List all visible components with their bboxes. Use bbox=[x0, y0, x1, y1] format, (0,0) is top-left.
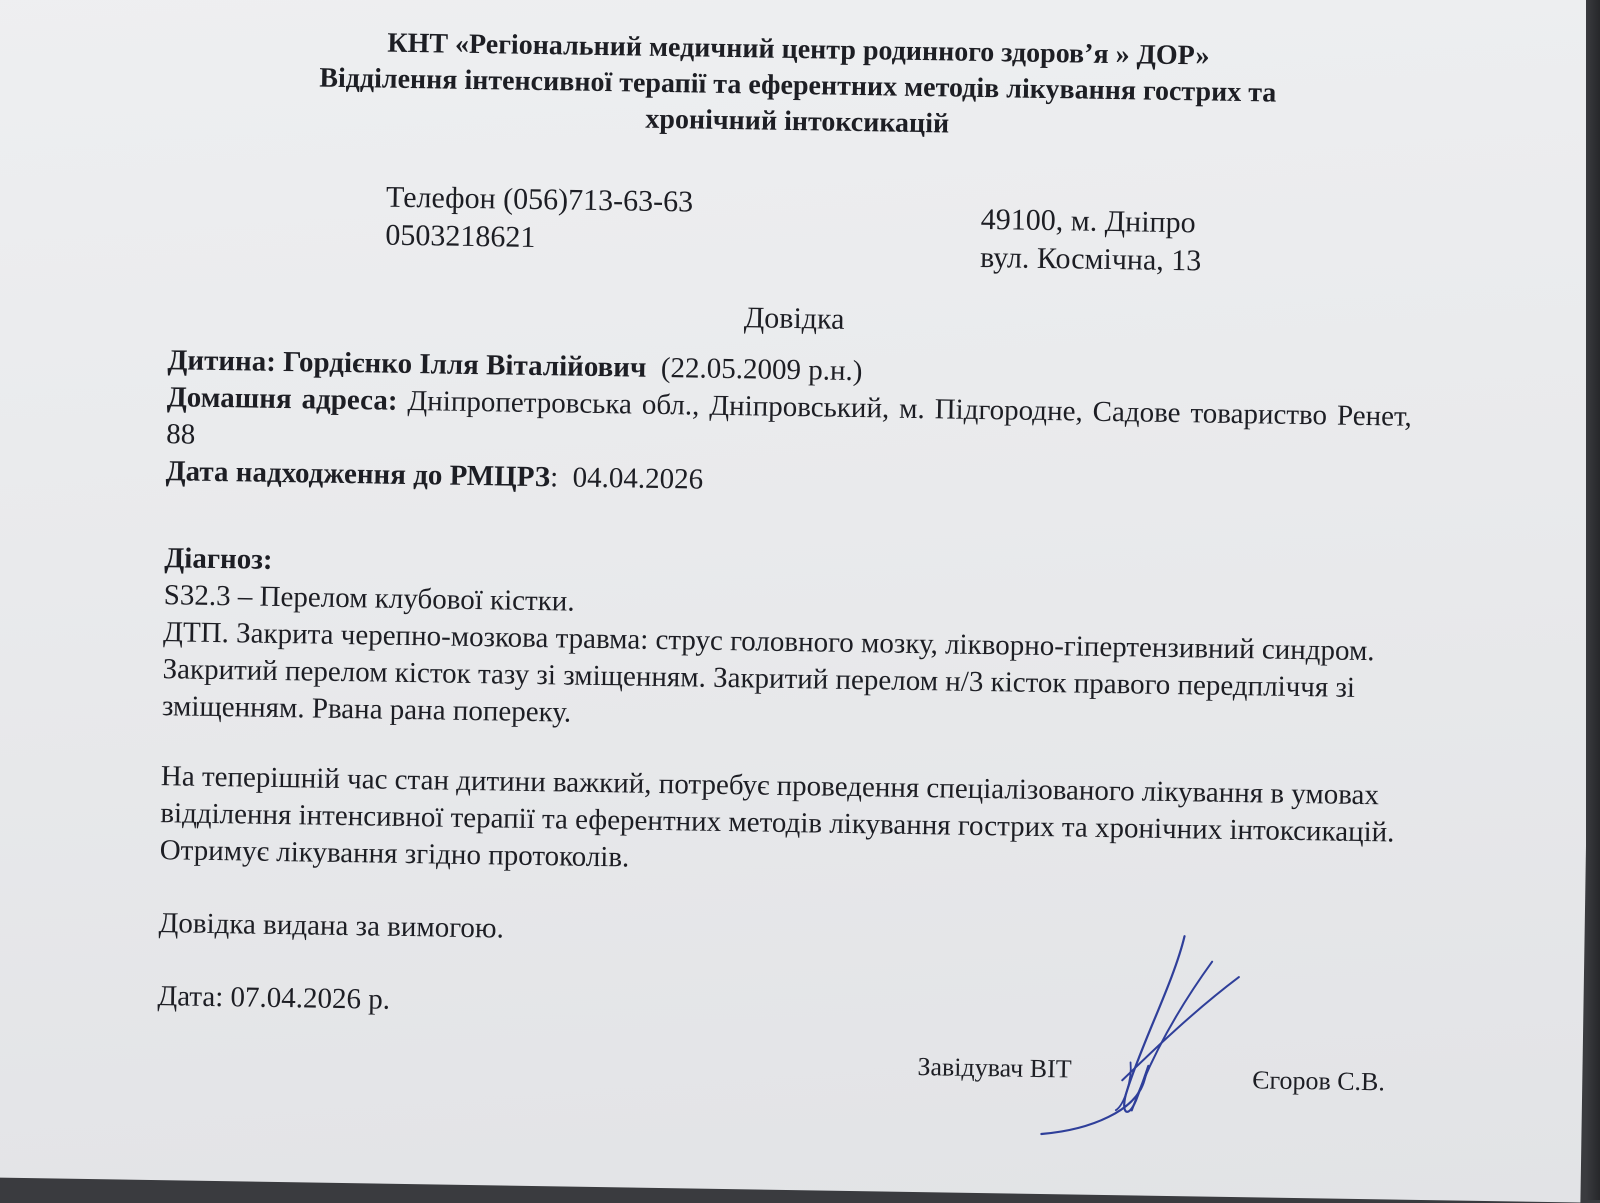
diagnosis-code: S32.3 – Перелом клубової кістки. bbox=[163, 579, 575, 618]
city-line: 49100, м. Дніпро bbox=[980, 202, 1196, 240]
signer-position: Завідувач ВІТ bbox=[917, 1052, 1072, 1084]
birth-date: (22.05.2009 р.н.) bbox=[660, 351, 863, 388]
department-name: Відділення інтенсивної терапії та еферентних методів лікування гострих та bbox=[319, 62, 1277, 109]
contact-phones bbox=[385, 179, 693, 260]
diagnosis-label: Діагноз: bbox=[164, 542, 273, 576]
issue-date: Дата: 07.04.2026 р. bbox=[157, 980, 391, 1016]
phone-line: Телефон (056)713-63-63 bbox=[385, 180, 694, 219]
institution-name: КНТ «Регіональний медичний центр родинного здоров’я » ДОР» bbox=[387, 27, 1210, 72]
handwritten-signature bbox=[1031, 929, 1254, 1142]
diagnosis-description: ДТП. Закрита черепно-мозкова травма: струс головного мозку, лікворно-гіпертензивний синдром. Закритий перелом кісток тазу зі зміщенням. Закритий перелом н/3 кісток правого передпліччя зі зміщенням. Рвана рана попереку. bbox=[161, 616, 1375, 729]
issued-note: Довідка видана за вимогою. bbox=[158, 907, 505, 945]
document-title: Довідка bbox=[743, 301, 845, 336]
contact-address bbox=[980, 201, 1202, 280]
admission-line: Дата надходження до РМЦРЗ: 04.04.2026 bbox=[165, 455, 704, 496]
address-label: Домашня адреса: bbox=[166, 381, 398, 417]
street-line: вул. Космічна, 13 bbox=[979, 240, 1202, 278]
diagnosis-block bbox=[162, 540, 1410, 745]
patient-block bbox=[165, 342, 1412, 510]
address-value: Дніпропетровська обл., Дніпровський, м. Підгородне, Садове товариство Ренет, 88 bbox=[166, 384, 1412, 451]
child-label: Дитина: Гордієнко Ілля Віталійович bbox=[167, 344, 647, 384]
department-name-cont: хронічний інтоксикацій bbox=[645, 103, 950, 140]
document-header bbox=[0, 20, 1599, 153]
signer-name: Єгоров С.В. bbox=[1252, 1065, 1386, 1097]
condition-paragraph: На теперішній час стан дитини важкий, потребує проведення спеціалізованого лікування в умовах відділення інтенсивної терапії та еферентних методів лікування гострих та хронічних інтоксикацій. Отримує лікування згідно протоколів. bbox=[159, 760, 1395, 874]
desk-background-edge bbox=[1586, 0, 1600, 1200]
mobile-line: 0503218621 bbox=[385, 218, 536, 254]
admission-date: 04.04.2026 bbox=[572, 461, 704, 496]
admission-label: Дата надходження до РМЦРЗ bbox=[165, 455, 551, 494]
